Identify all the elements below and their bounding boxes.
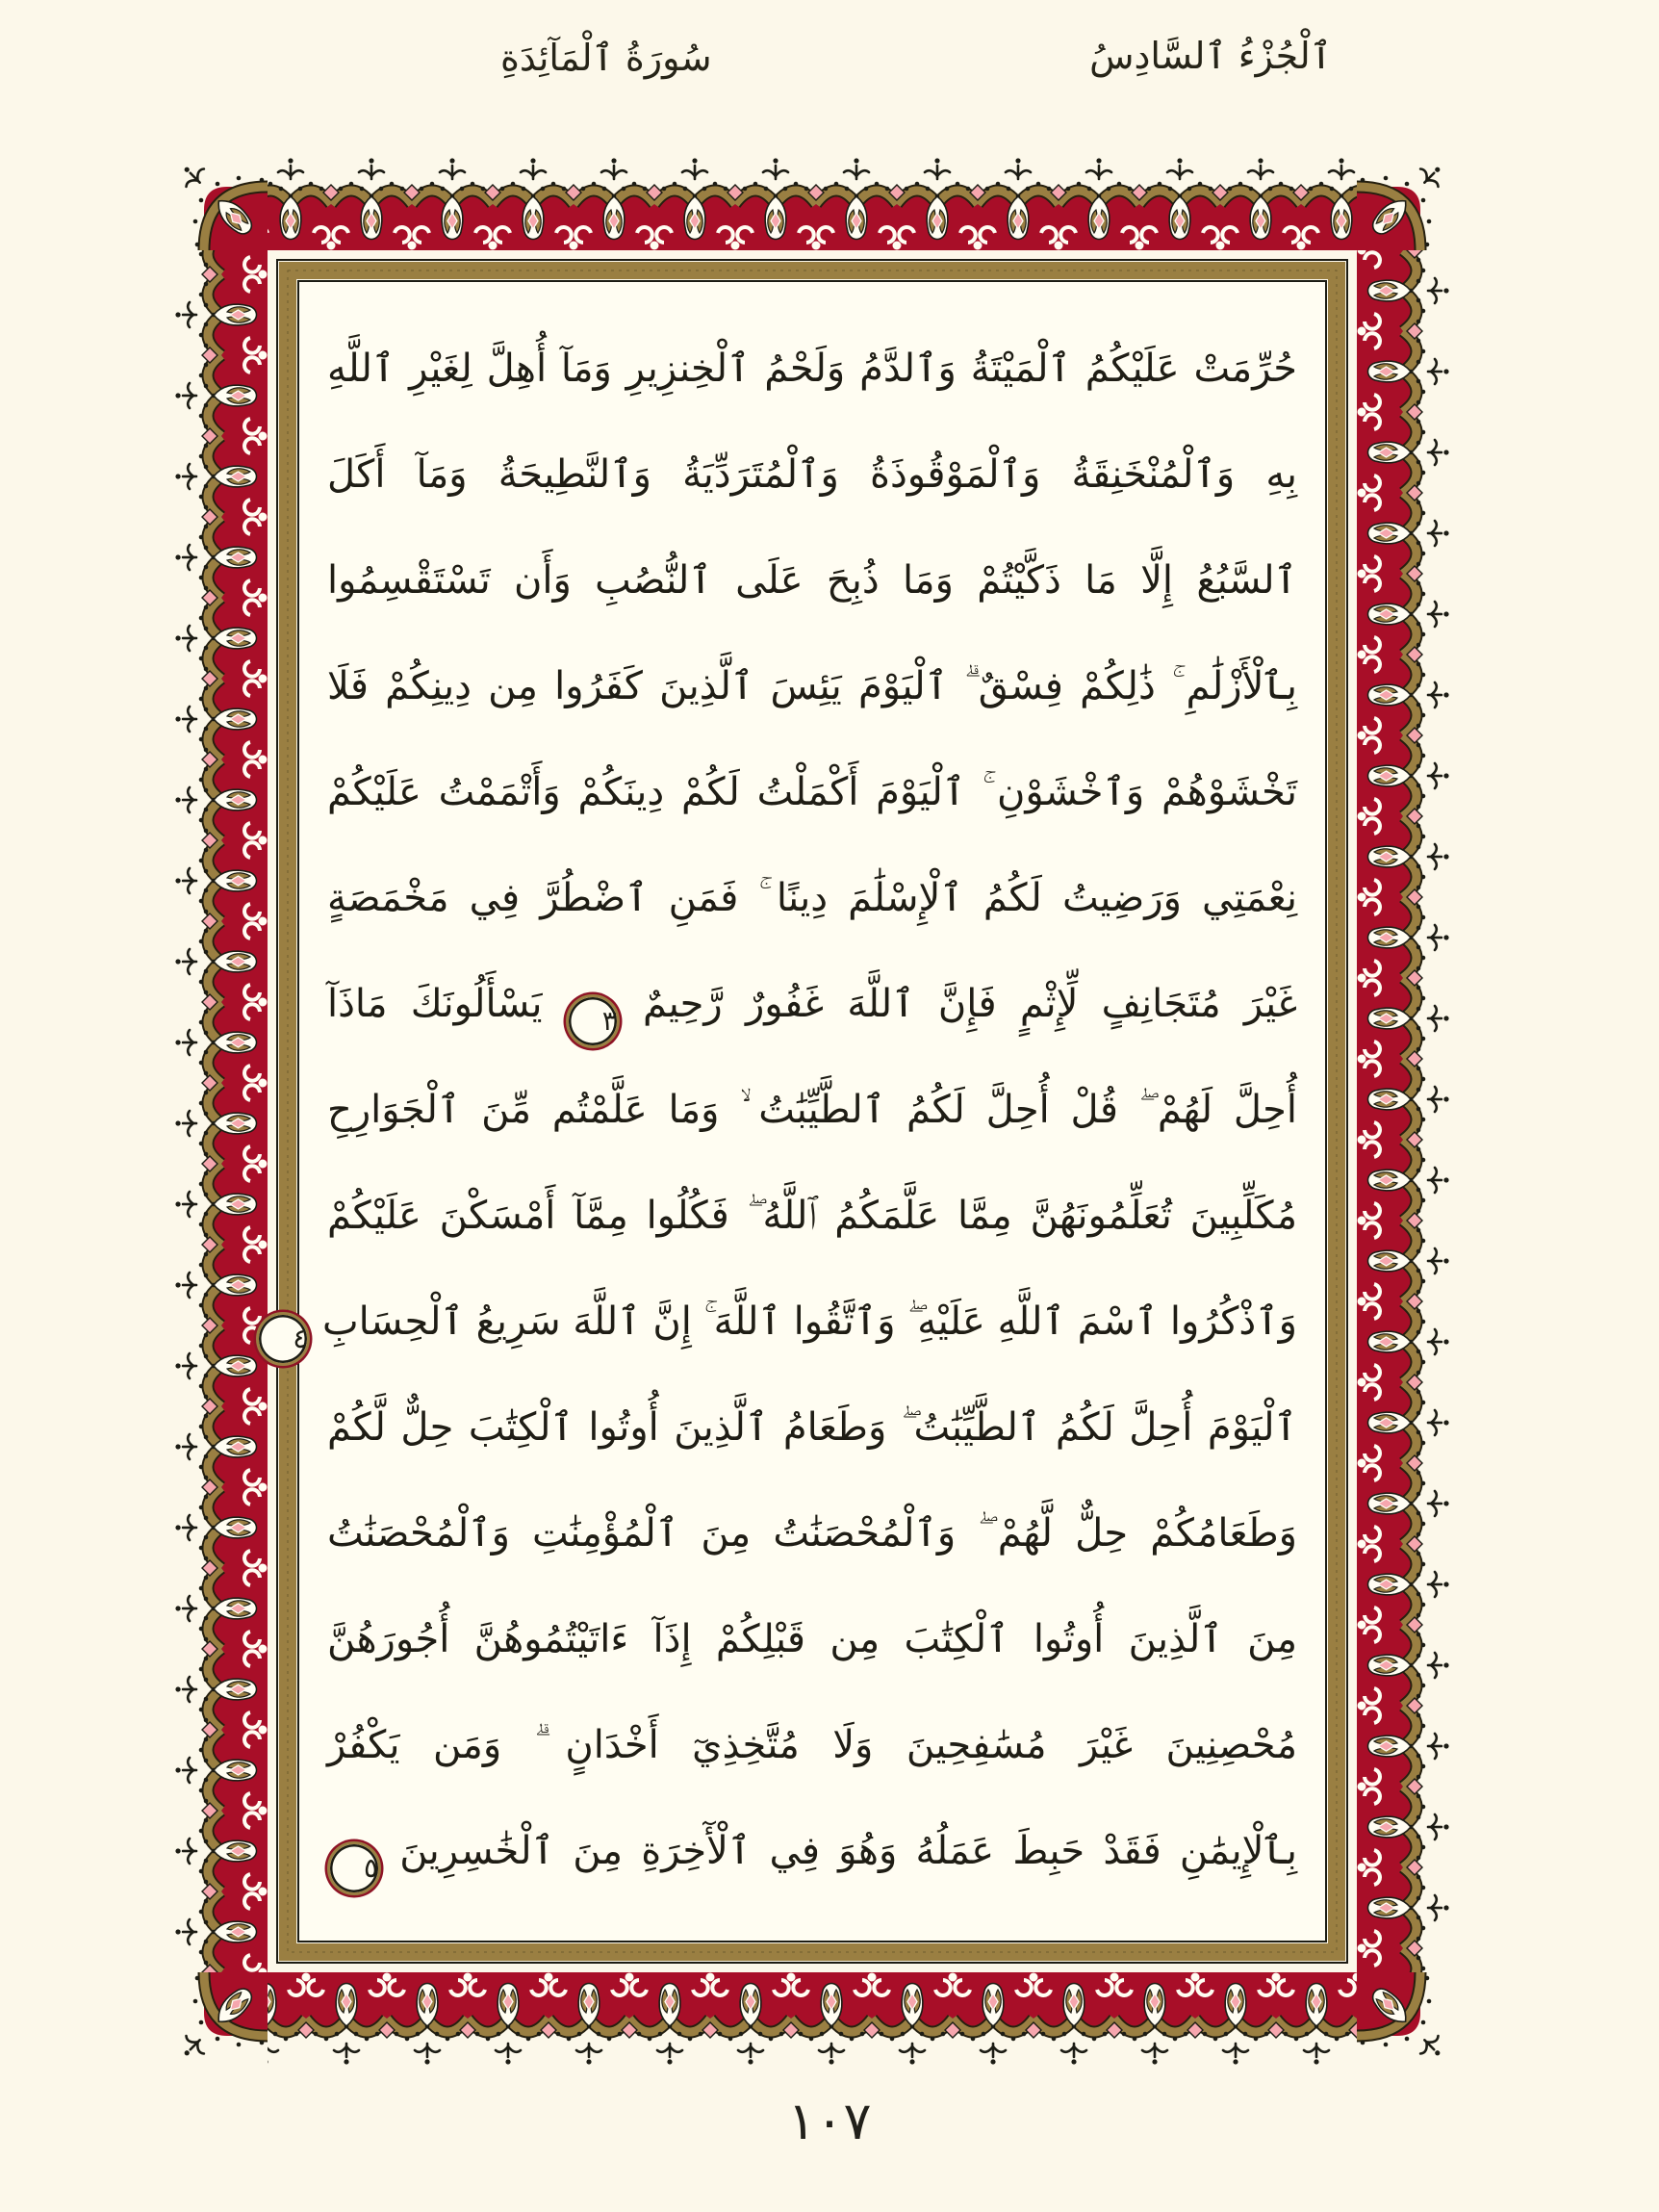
- border-top: [268, 152, 1357, 250]
- quran-line: [293, 1269, 1297, 1375]
- verse-number-marker: ٣: [566, 994, 620, 1048]
- quran-line: [327, 951, 1297, 1057]
- border-left: [169, 250, 268, 1972]
- page-number: ١٠٧: [787, 2091, 872, 2151]
- quran-line: [327, 1586, 1297, 1692]
- border-bottom: [268, 1972, 1357, 2071]
- quran-text-block: [293, 283, 1324, 1940]
- quran-line: [327, 739, 1297, 845]
- quran-line: [327, 1375, 1297, 1480]
- quran-text: وَطَعَامُكُمْ حِلٌّ لَّهُمْ ۖ وَٱلْمُحْصَنَٰتُ مِنَ ٱلْمُؤْمِنَٰتِ وَٱلْمُحْصَنَٰتُ: [327, 1511, 1297, 1556]
- quran-text: بِٱلْإِيمَٰنِ فَقَدْ حَبِطَ عَمَلُهُ وَهُوَ فِي ٱلْأٓخِرَةِ مِنَ ٱلْخَٰسِرِينَ: [399, 1829, 1297, 1873]
- quran-line: [327, 845, 1297, 951]
- quran-line: [327, 1057, 1297, 1163]
- verse-number-marker: ٤: [256, 1312, 310, 1366]
- quran-line: [327, 1692, 1297, 1798]
- quran-text: مُحْصِنِينَ غَيْرَ مُسَٰفِحِينَ وَلَا مُتَّخِذِيٓ أَخْدَانٍ ۗ وَمَن يَكْفُرْ: [327, 1723, 1297, 1767]
- quran-text: مُكَلِّبِينَ تُعَلِّمُونَهُنَّ مِمَّا عَلَّمَكُمُ ٱللَّهُ ۖ فَكُلُوا مِمَّآ أَمْسَكْنَ عَلَيْكُمْ: [327, 1194, 1297, 1238]
- border-right: [1357, 250, 1455, 1972]
- juz-title: ٱلْجُزْءُ ٱلسَّادِسُ: [1089, 35, 1332, 77]
- quran-line: [327, 633, 1297, 739]
- quran-text: حُرِّمَتْ عَلَيْكُمُ ٱلْمَيْتَةُ وَٱلدَّمُ وَلَحْمُ ٱلْخِنزِيرِ وَمَآ أُهِلَّ لِغَيْرِ ٱللَّهِ: [327, 347, 1297, 391]
- quran-line: [327, 316, 1297, 422]
- quran-text: غَيْرَ مُتَجَانِفٍ لِّإِثْمٍ فَإِنَّ ٱللَّهَ غَفُورٌ رَّحِيمٌ: [642, 982, 1297, 1026]
- quran-line: [327, 527, 1297, 633]
- verse-number-marker: ٥: [327, 1841, 381, 1895]
- quran-line: [327, 1163, 1297, 1269]
- quran-text: ٱلسَّبُعُ إِلَّا مَا ذَكَّيْتُمْ وَمَا ذُبِحَ عَلَى ٱلنُّصُبِ وَأَن تَسْتَقْسِمُوا: [327, 558, 1297, 603]
- quran-text: ٱلْيَوْمَ أُحِلَّ لَكُمُ ٱلطَّيِّبَٰتُ ۖ وَطَعَامُ ٱلَّذِينَ أُوتُوا ٱلْكِتَٰبَ حِلٌّ لَّكُمْ: [327, 1405, 1297, 1450]
- quran-text: بِهِ وَٱلْمُنْخَنِقَةُ وَٱلْمَوْقُوذَةُ وَٱلْمُتَرَدِّيَةُ وَٱلنَّطِيحَةُ وَمَآ أَكَلَ: [327, 452, 1297, 497]
- quran-text: مِنَ ٱلَّذِينَ أُوتُوا ٱلْكِتَٰبَ مِن قَبْلِكُمْ إِذَآ ءَاتَيْتُمُوهُنَّ أُجُورَهُنَّ: [327, 1617, 1297, 1661]
- quran-text: وَٱذْكُرُوا ٱسْمَ ٱللَّهِ عَلَيْهِ ۖ وَٱتَّقُوا ٱللَّهَ ۚ إِنَّ ٱللَّهَ سَرِيعُ ٱلْحِسَابِ: [321, 1299, 1297, 1344]
- quran-line: [327, 422, 1297, 527]
- quran-text: يَسْأَلُونَكَ مَاذَآ: [327, 982, 543, 1026]
- quran-line: [327, 1480, 1297, 1586]
- quran-text: أُحِلَّ لَهُمْ ۖ قُلْ أُحِلَّ لَكُمُ ٱلطَّيِّبَٰتُ ۙ وَمَا عَلَّمْتُم مِّنَ ٱلْجَوَارِحِ: [327, 1088, 1297, 1132]
- surah-title: سُورَةُ ٱلْمَآئِدَةِ: [500, 37, 712, 79]
- quran-text: نِعْمَتِي وَرَضِيتُ لَكُمُ ٱلْإِسْلَٰمَ دِينًا ۚ فَمَنِ ٱضْطُرَّ فِي مَخْمَصَةٍ: [327, 876, 1297, 920]
- quran-text: تَخْشَوْهُمْ وَٱخْشَوْنِ ۚ ٱلْيَوْمَ أَكْمَلْتُ لَكُمْ دِينَكُمْ وَأَتْمَمْتُ عَلَيْكُمْ: [327, 770, 1297, 814]
- quran-text: بِٱلْأَزْلَٰمِ ۚ ذَٰلِكُمْ فِسْقٌ ۗ ٱلْيَوْمَ يَئِسَ ٱلَّذِينَ كَفَرُوا مِن دِينِكُمْ فَلَا: [327, 664, 1297, 708]
- quran-line: [327, 1798, 1297, 1904]
